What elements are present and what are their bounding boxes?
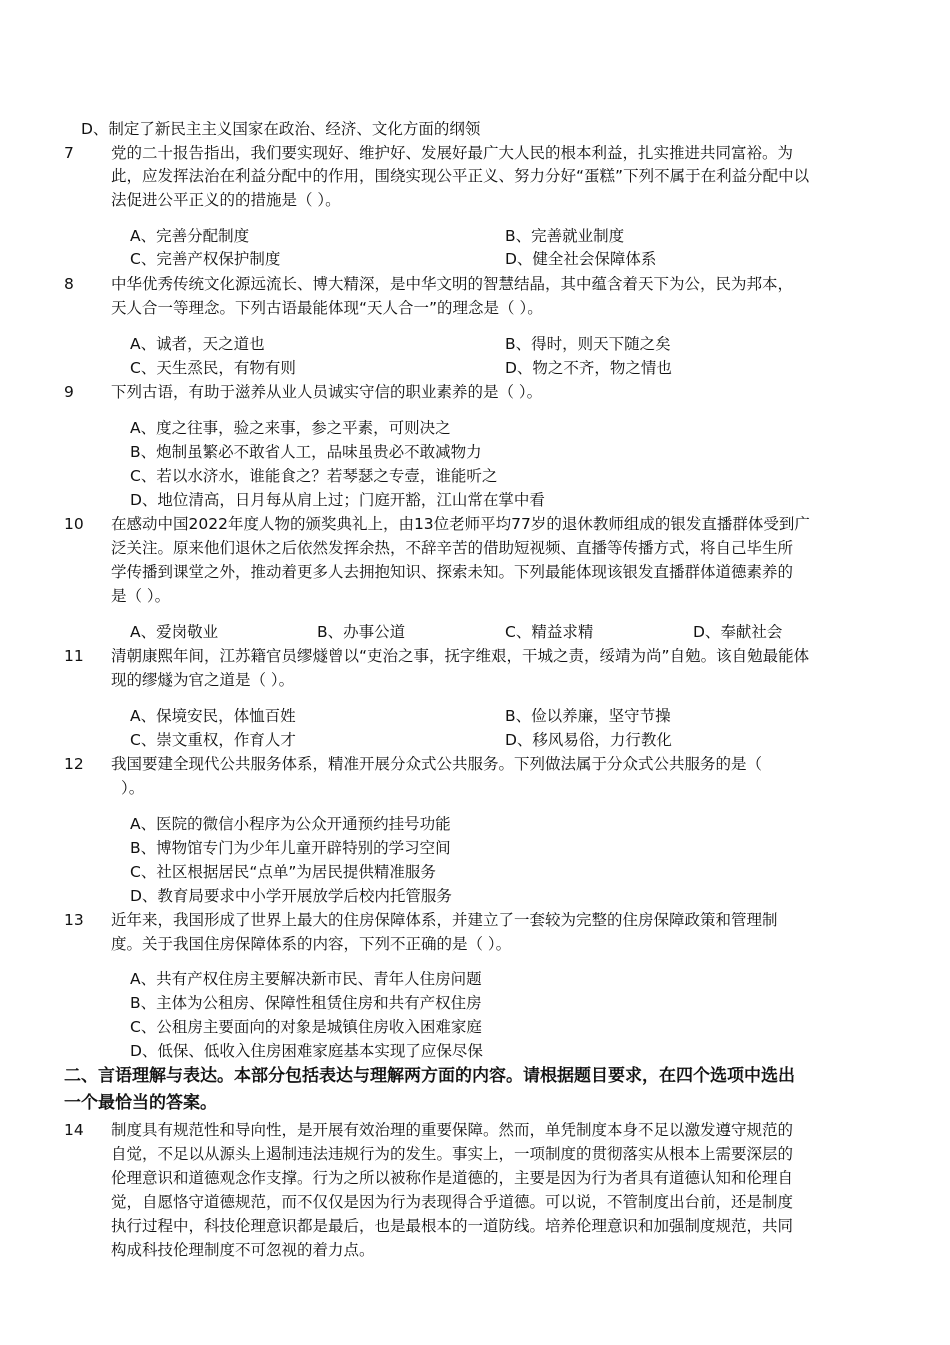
option-a: A、爱岗敬业: [130, 623, 219, 641]
option-a: A、共有产权住房主要解决新市民、青年人住房问题: [130, 970, 482, 988]
passage-line: 伦理意识和道德观念作支撑。行为之所以被称作是道德的，主要是因为行为者具有道德认知和伦理自: [111, 1169, 794, 1187]
option-c: C、天生烝民，有物有则: [130, 359, 296, 377]
question-number: 13: [64, 911, 84, 929]
option-a: A、医院的微信小程序为公众开通预约挂号功能: [130, 815, 451, 833]
option-a: A、完善分配制度: [130, 227, 250, 245]
question-number: 8: [64, 275, 74, 293]
section-heading-line: 一个最恰当的答案。: [64, 1093, 217, 1113]
question-stem-line: 学传播到课堂之外，推动着更多人去拥抱知识、探索未知。下列最能体现该银发直播群体道德素养的: [111, 563, 794, 581]
question-number: 9: [64, 383, 74, 401]
question-stem-line: 是（ ）。: [111, 587, 171, 605]
question-stem-line: 近年来，我国形成了世界上最大的住房保障体系，并建立了一套较为完整的住房保障政策和管理制: [111, 911, 778, 929]
option-d: D、物之不齐，物之情也: [505, 359, 672, 377]
option-d: D、教育局要求中小学开展放学后校内托管服务: [130, 887, 452, 905]
option-b: B、得时，则天下随之矣: [505, 335, 671, 353]
question-stem-line: 下列古语，有助于滋养从业人员诚实守信的职业素养的是（ ）。: [111, 383, 543, 401]
question-number: 11: [64, 647, 84, 665]
option-a: A、保境安民，体恤百姓: [130, 707, 296, 725]
question-stem-line: ）。: [121, 779, 145, 797]
prev-question-option-d: D、制定了新民主主义国家在政治、经济、文化方面的纲领: [81, 120, 481, 138]
question-stem-line: 泛关注。原来他们退休之后依然发挥余热，不辞辛苦的借助短视频、直播等传播方式，将自己毕生所: [111, 539, 794, 557]
question-stem-line: 法促进公平正义的的措施是（ ）。: [111, 191, 341, 209]
question-stem-line: 我国要建全现代公共服务体系，精准开展分众式公共服务。下列做法属于分众式公共服务的是（: [111, 755, 763, 773]
question-stem-line: 天人合一等理念。下列古语最能体现“天人合一”的理念是（ ）。: [111, 299, 543, 317]
question-stem-line: 度。关于我国住房保障体系的内容，下列不正确的是（ ）。: [111, 935, 512, 953]
option-b: B、炮制虽繁必不敢省人工，品味虽贵必不敢减物力: [130, 443, 482, 461]
question-number: 7: [64, 144, 74, 162]
question-stem-line: 清朝康熙年间，江苏籍官员缪燧曾以“吏治之事，抚字维艰，干城之责，绥靖为尚”自勉。该自勉最能体: [111, 647, 810, 665]
option-d: D、奉献社会: [693, 623, 783, 641]
option-c: C、若以水济水，谁能食之？若琴瑟之专壹，谁能听之: [130, 467, 498, 485]
question-number: 14: [64, 1121, 84, 1139]
question-stem-line: 此，应发挥法治在利益分配中的作用，围绕实现公平正义、努力分好“蛋糕”下列不属于在利益分配中以: [111, 167, 810, 185]
option-c: C、崇文重权，作育人才: [130, 731, 296, 749]
option-b: B、完善就业制度: [505, 227, 625, 245]
option-c: C、完善产权保护制度: [130, 250, 281, 268]
option-c: C、社区根据居民“点单”为居民提供精准服务: [130, 863, 436, 881]
passage-line: 执行过程中，科技伦理意识都是最后，也是最根本的一道防线。培养伦理意识和加强制度规范，共同: [111, 1217, 794, 1235]
option-b: B、办事公道: [317, 623, 406, 641]
passage-line: 自觉，不足以从源头上遏制违法违规行为的发生。事实上，一项制度的贯彻落实从根本上需要深层的: [111, 1145, 794, 1163]
question-stem-line: 中华优秀传统文化源远流长、博大精深，是中华文明的智慧结晶，其中蕴含着天下为公，民为邦本，: [111, 275, 794, 293]
option-c: C、精益求精: [505, 623, 594, 641]
option-a: A、度之往事，验之来事，参之平素，可则决之: [130, 419, 451, 437]
option-d: D、低保、低收入住房困难家庭基本实现了应保尽保: [130, 1042, 483, 1060]
passage-line: 觉，自愿恪守道德规范，而不仅仅是因为行为表现得合乎道德。可以说，不管制度出台前，还是制度: [111, 1193, 794, 1211]
option-a: A、诚者，天之道也: [130, 335, 265, 353]
question-number: 12: [64, 755, 84, 773]
option-d: D、地位清高，日月每从肩上过；门庭开豁，江山常在掌中看: [130, 491, 545, 509]
option-b: B、俭以养廉，坚守节操: [505, 707, 671, 725]
option-b: B、主体为公租房、保障性租赁住房和共有产权住房: [130, 994, 482, 1012]
question-stem-line: 党的二十报告指出，我们要实现好、维护好、发展好最广大人民的根本利益，扎实推进共同富裕。为: [111, 144, 794, 162]
option-d: D、健全社会保障体系: [505, 250, 657, 268]
option-c: C、公租房主要面向的对象是城镇住房收入困难家庭: [130, 1018, 482, 1036]
question-number: 10: [64, 515, 84, 533]
option-d: D、移风易俗，力行教化: [505, 731, 672, 749]
section-heading-line: 二、言语理解与表达。本部分包括表达与理解两方面的内容。请根据题目要求，在四个选项中选出: [64, 1066, 795, 1086]
passage-line: 制度具有规范性和导向性，是开展有效治理的重要保障。然而，单凭制度本身不足以激发遵守规范的: [111, 1121, 794, 1139]
passage-line: 构成科技伦理制度不可忽视的着力点。: [111, 1241, 375, 1259]
question-stem-line: 现的缪燧为官之道是（ ）。: [111, 671, 295, 689]
question-stem-line: 在感动中国2022年度人物的颁奖典礼上，由13位老师平均77岁的退休教师组成的银发直播群体受到广: [111, 515, 810, 533]
option-b: B、博物馆专门为少年儿童开辟特别的学习空间: [130, 839, 451, 857]
